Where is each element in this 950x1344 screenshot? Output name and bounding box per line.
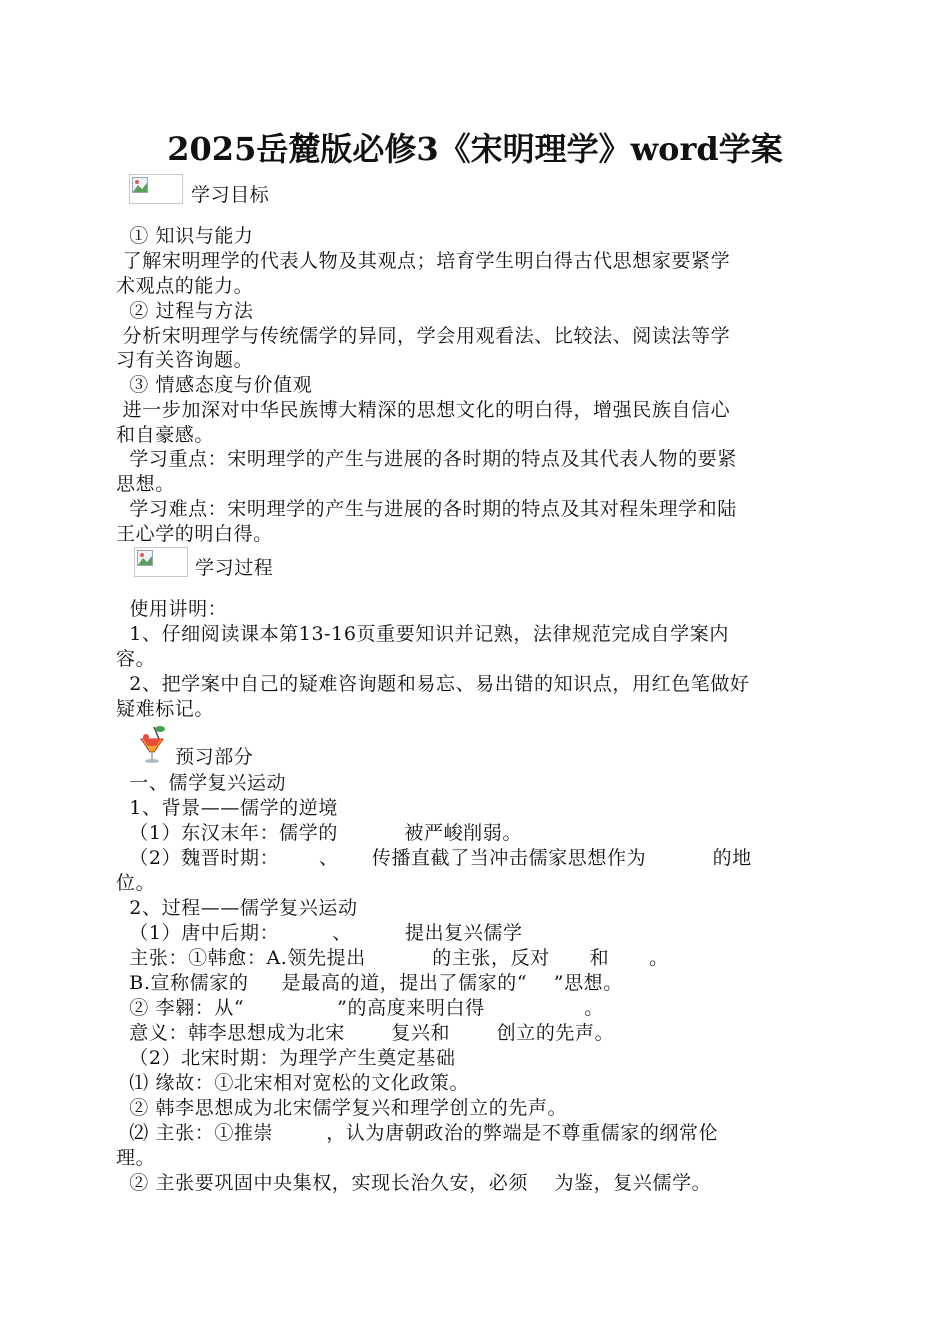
text-line: 主张：①韩愈：A.领先提出 的主张，反对 和 。 <box>116 947 669 969</box>
text-line: ② 韩李思想成为北宋儒学复兴和理学创立的先声。 <box>116 1097 568 1119</box>
text-line: ② 过程与方法 <box>116 300 254 322</box>
text-line: 一、儒学复兴运动 <box>116 772 287 794</box>
text-line: ⑴ 缘故：①北宋相对宽松的文化政策。 <box>116 1072 470 1094</box>
text-line: 了解宋明理学的代表人物及其观点；培育学生明白得古代思想家要紧学 <box>116 250 731 272</box>
text-line: 王心学的明白得。 <box>116 523 273 545</box>
section-heading-preview: 预习部分 <box>175 746 254 768</box>
text-line: 学习重点：宋明理学的产生与进展的各时期的特点及其代表人物的要紧 <box>116 448 737 470</box>
text-line: 进一步加深对中华民族博大精深的思想文化的明白得，增强民族自信心 <box>116 399 731 421</box>
text-line: ⑵ 主张：①推崇 ，认为唐朝政治的弊端是不尊重儒家的纲常伦 <box>116 1122 719 1144</box>
text-line: ② 李翱：从“ ”的高度来明白得 。 <box>116 997 604 1019</box>
text-line: 使用讲明： <box>116 598 228 620</box>
section-heading-process: 学习过程 <box>195 557 274 579</box>
text-line: （2）魏晋时期： 、 传播直截了当冲击儒家思想作为 的地 <box>116 847 752 869</box>
document-title: 2025岳麓版必修3《宋明理学》word学案 <box>167 130 783 168</box>
broken-image-icon <box>137 550 153 566</box>
text-line: B.宣称儒家的 是最高的道，提出了儒家的“ ”思想。 <box>116 972 623 994</box>
text-line: 2、把学案中自己的疑难咨询题和易忘、易出错的知识点，用红色笔做好 <box>116 673 750 695</box>
text-line: 容。 <box>116 648 156 670</box>
text-line: 理。 <box>116 1147 156 1169</box>
text-line: ① 知识与能力 <box>116 225 254 247</box>
section-heading-goals: 学习目标 <box>191 184 270 206</box>
text-line: 2、过程——儒学复兴运动 <box>116 897 358 919</box>
text-line: （1）东汉末年：儒学的 被严峻削弱。 <box>116 822 522 844</box>
text-line: （1）唐中后期： 、 提出复兴儒学 <box>116 922 523 944</box>
text-line: 1、背景——儒学的逆境 <box>116 797 338 819</box>
image-placeholder <box>134 547 188 577</box>
image-placeholder <box>129 174 183 204</box>
text-line: 学习难点：宋明理学的产生与进展的各时期的特点及其对程朱理学和陆 <box>116 498 737 520</box>
text-line: ③ 情感态度与价值观 <box>116 374 313 396</box>
text-line: ② 主张要巩固中央集权，实现长治久安，必须 为鉴，复兴儒学。 <box>116 1172 712 1194</box>
text-line: 术观点的能力。 <box>116 275 254 297</box>
text-line: 位。 <box>116 872 156 894</box>
text-line: 疑难标记。 <box>116 698 215 720</box>
text-line: 意义：韩李思想成为北宋 复兴和 创立的先声。 <box>116 1022 615 1044</box>
text-line: 和自豪感。 <box>116 424 215 446</box>
text-line: （2）北宋时期：为理学产生奠定基础 <box>116 1047 456 1069</box>
text-line: 分析宋明理学与传统儒学的异同，学会用观看法、比较法、阅读法等学 <box>116 325 731 347</box>
cocktail-icon <box>137 725 167 765</box>
broken-image-icon <box>132 177 148 193</box>
text-line: 1、仔细阅读课本第13-16页重要知识并记熟，法律规范完成自学案内 <box>116 623 729 645</box>
text-line: 思想。 <box>116 473 175 495</box>
text-line: 习有关咨询题。 <box>116 349 254 371</box>
